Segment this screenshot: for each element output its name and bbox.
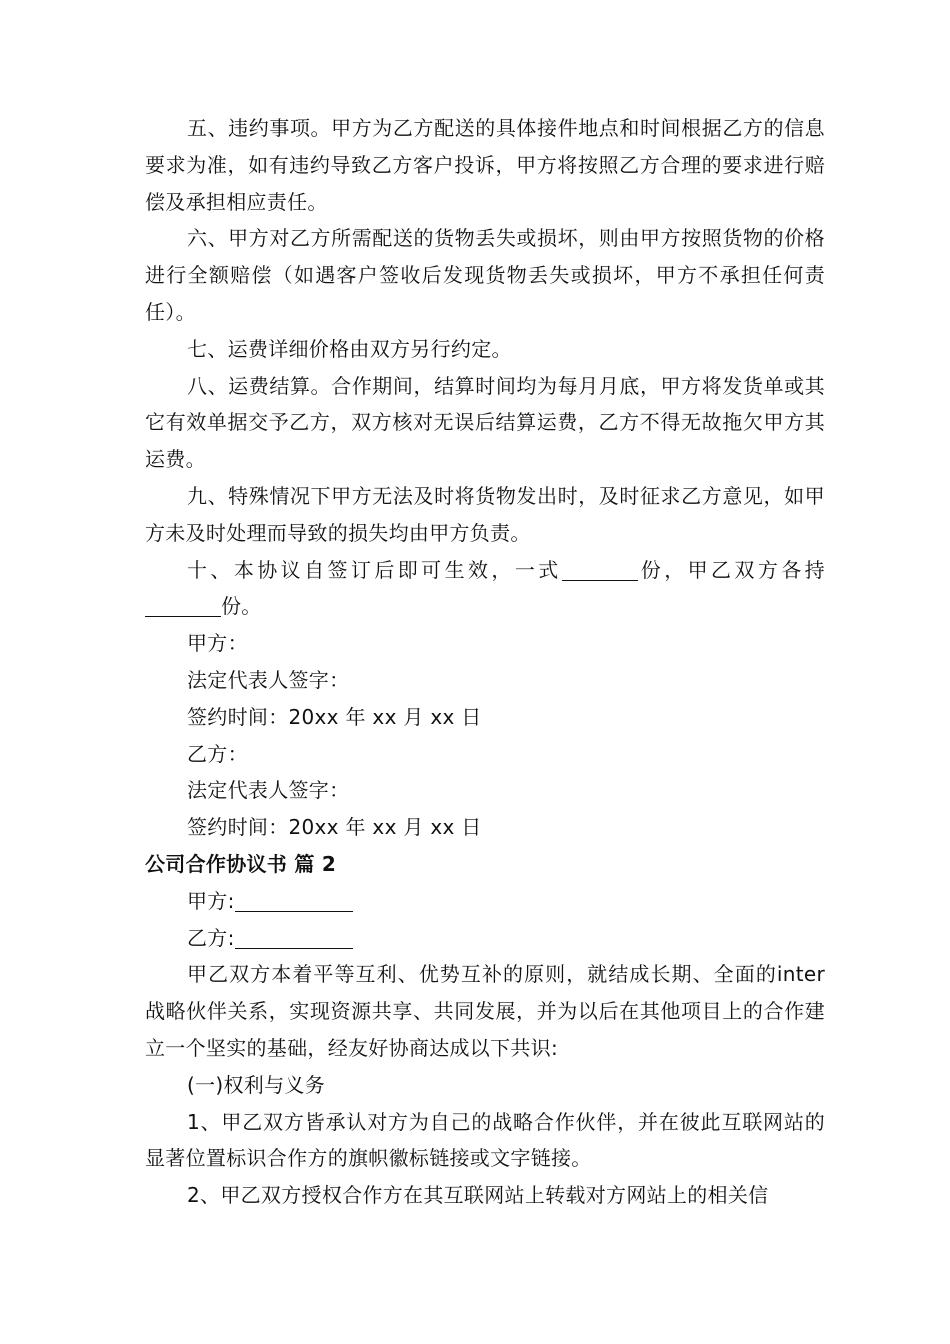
- party-b-blank: [235, 926, 353, 949]
- section-heading-2: 公司合作协议书 篇 2: [145, 851, 337, 876]
- item-1: 1、甲乙双方皆承认对方为自己的战略合作伙伴，并在彼此互联网站的显著位置标识合作方的旗帜徽标链接或文字链接。: [145, 1109, 825, 1171]
- clause-5: 五、违约事项。甲方为乙方配送的具体接件地点和时间根据乙方的信息要求为准，如有违约导致乙方客户投诉，甲方将按照乙方合理的要求进行赔偿及承担相应责任。: [145, 116, 825, 214]
- section-rights-obligations: (一)权利与义务: [187, 1072, 326, 1097]
- copies-each-blank: [145, 594, 221, 617]
- party-b-representative: 法定代表人签字：: [187, 778, 350, 803]
- party-b-field: [145, 920, 825, 957]
- clause-7: 七、运费详细价格由双方另行约定。: [187, 336, 512, 361]
- party-a-field-label: 甲方:: [187, 888, 235, 913]
- clause-10-text-b: 份，甲乙双方各持: [637, 557, 825, 582]
- party-a-sign-date: 签约时间：20xx 年 xx 月 xx 日: [187, 704, 482, 729]
- clause-10: [145, 552, 825, 626]
- clause-9: 九、特殊情况下甲方无法及时将货物发出时，及时征求乙方意见，如甲方未及时处理而导致的损失均由甲方负责。: [145, 483, 825, 545]
- party-a-label: 甲方：: [187, 631, 248, 656]
- item-2: 2、甲乙双方授权合作方在其互联网站上转载对方网站上的相关信: [187, 1183, 769, 1208]
- intro-paragraph: 甲乙双方本着平等互利、优势互补的原则，就结成长期、全面的inter 战略伙伴关系，实现资源共享、共同发展，并为以后在其他项目上的合作建立一个坚实的基础，经友好协商达成以下共识:: [145, 962, 825, 1060]
- party-b-field-label: 乙方:: [187, 925, 235, 950]
- clause-10-text-a: 十、本协议自签订后即可生效，一式: [187, 557, 562, 582]
- copies-total-blank: [562, 558, 638, 581]
- clause-6: 六、甲方对乙方所需配送的货物丢失或损坏，则由甲方按照货物的价格进行全额赔偿（如遇客户签收后发现货物丢失或损坏，甲方不承担任何责任）。: [145, 226, 825, 324]
- party-a-representative: 法定代表人签字：: [187, 667, 350, 692]
- party-a-blank: [235, 889, 353, 912]
- party-b-sign-date: 签约时间：20xx 年 xx 月 xx 日: [187, 815, 482, 840]
- party-b-label: 乙方：: [187, 741, 248, 766]
- document-body: [145, 110, 825, 1214]
- clause-10-text-c: 份。: [221, 594, 262, 619]
- party-a-field: [145, 883, 825, 920]
- clause-8: 八、运费结算。合作期间，结算时间均为每月月底，甲方将发货单或其它有效单据交予乙方，双方核对无误后结算运费，乙方不得无故拖欠甲方其运费。: [145, 373, 825, 472]
